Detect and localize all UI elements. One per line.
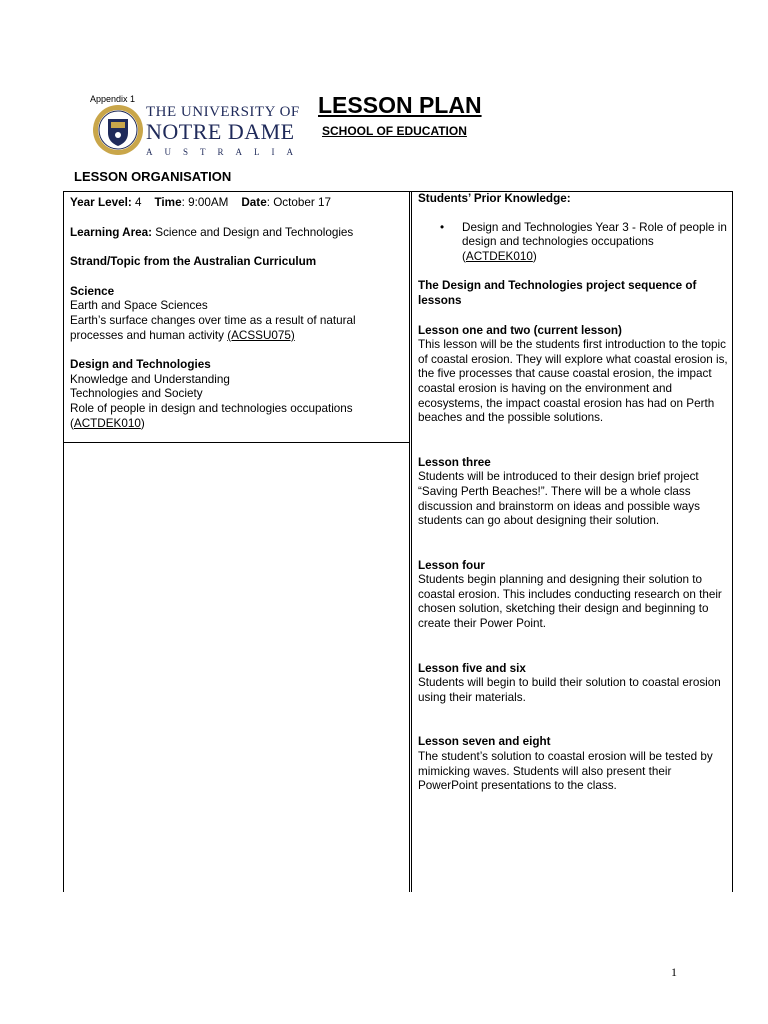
science-line-2 [70,314,406,343]
lesson-title: Lesson five and six [418,661,526,675]
science-heading: Science [70,284,115,298]
lesson-description: The student’s solution to coastal erosion will be tested by mimicking waves. Students will also present their PowerPoint presentations to the class. [418,750,713,793]
appendix-label: Appendix 1 [90,94,136,104]
lesson-title: Lesson three [418,455,491,469]
prior-knowledge-code: ACTDEK010 [465,249,533,263]
dt-code-line [70,417,406,432]
strand-heading: Strand/Topic from the Australian Curriculum [70,255,317,269]
dt-code-close: ) [140,416,145,430]
logo-line-1: THE UNIVERSITY OF [146,104,300,120]
dt-line-3: Role of people in design and technologies occupations [70,401,353,415]
bullet-code-close: ) [532,249,537,263]
dt-line-1: Knowledge and Understanding [70,372,230,386]
section-title: LESSON ORGANISATION [74,169,232,184]
dt-code-open: ( [70,416,74,430]
prior-knowledge-item [418,221,728,265]
learning-area-label: Learning Area: [70,225,153,239]
prior-knowledge-text: Design and Technologies Year 3 - Role of people in design and technologies occupations [462,220,727,249]
bullet-code-open: ( [462,249,466,263]
left-cell-divider [63,442,410,443]
dt-heading: Design and Technologies [70,358,211,372]
science-curriculum-code: (ACSSU075) [227,328,295,342]
university-logo [92,104,305,158]
year-level-label: Year Level: [70,196,132,209]
column-divider [409,191,410,892]
time-label: Time [154,196,182,209]
year-time-date-row [70,196,406,211]
logo-line-2: NOTRE DAME [146,119,295,144]
date-label: Date [241,196,267,209]
table-right-border [732,191,733,892]
lesson-description: Students will begin to build their solution to coastal erosion using their materials. [418,676,721,704]
date-value: : October 17 [266,196,332,209]
sequence-column [418,192,728,794]
bullet-icon: • [440,220,445,234]
science-line-2-text: Earth’s surface changes over time as a result of natural processes and human activity [70,313,356,342]
page-number: 1 [671,965,677,979]
science-line-1: Earth and Space Sciences [70,299,208,313]
lesson-title: Lesson one and two (current lesson) [418,323,622,337]
lesson-description: Students will be introduced to their design brief project “Saving Perth Beaches!”. There will be a whole class discussion and brainstorm on ideas and possible ways students can go about designing their solution. [418,470,700,528]
learning-area-value: Science and Design and Technologies [155,225,354,239]
prior-knowledge-heading: Students’ Prior Knowledge: [418,192,571,205]
lesson-details-column [70,196,406,431]
column-divider-inner [411,191,412,892]
lesson-description: This lesson will be the students first introduction to the topic of coastal erosion. They will explore what coastal erosion is, the five processes that cause coastal erosion, the impact coastal erosion is having on the environment and ecosystems, the impact coastal erosion has had on Perth beaches and the possible solutions. [418,338,728,425]
lesson-description: Students begin planning and designing their solution to coastal erosion. This includes conducting research on their chosen solution, sketching their design and beginning to create their Power Point. [418,573,722,631]
learning-area-row [70,226,406,241]
lesson-title: Lesson seven and eight [418,735,551,749]
table-left-border [63,191,64,892]
logo-line-3: AUSTRALIA [146,147,305,157]
page-title: LESSON PLAN [318,92,482,118]
sequence-heading: The Design and Technologies project sequence of lessons [418,279,697,307]
year-level-value: 4 [134,196,142,209]
university-crest-icon [92,104,144,156]
page-subtitle: SCHOOL OF EDUCATION [322,124,467,138]
dt-curriculum-code: ACTDEK010 [73,416,141,430]
dt-line-2: Technologies and Society [70,387,203,401]
lesson-title: Lesson four [418,558,485,572]
time-value: : 9:00AM [181,196,229,209]
